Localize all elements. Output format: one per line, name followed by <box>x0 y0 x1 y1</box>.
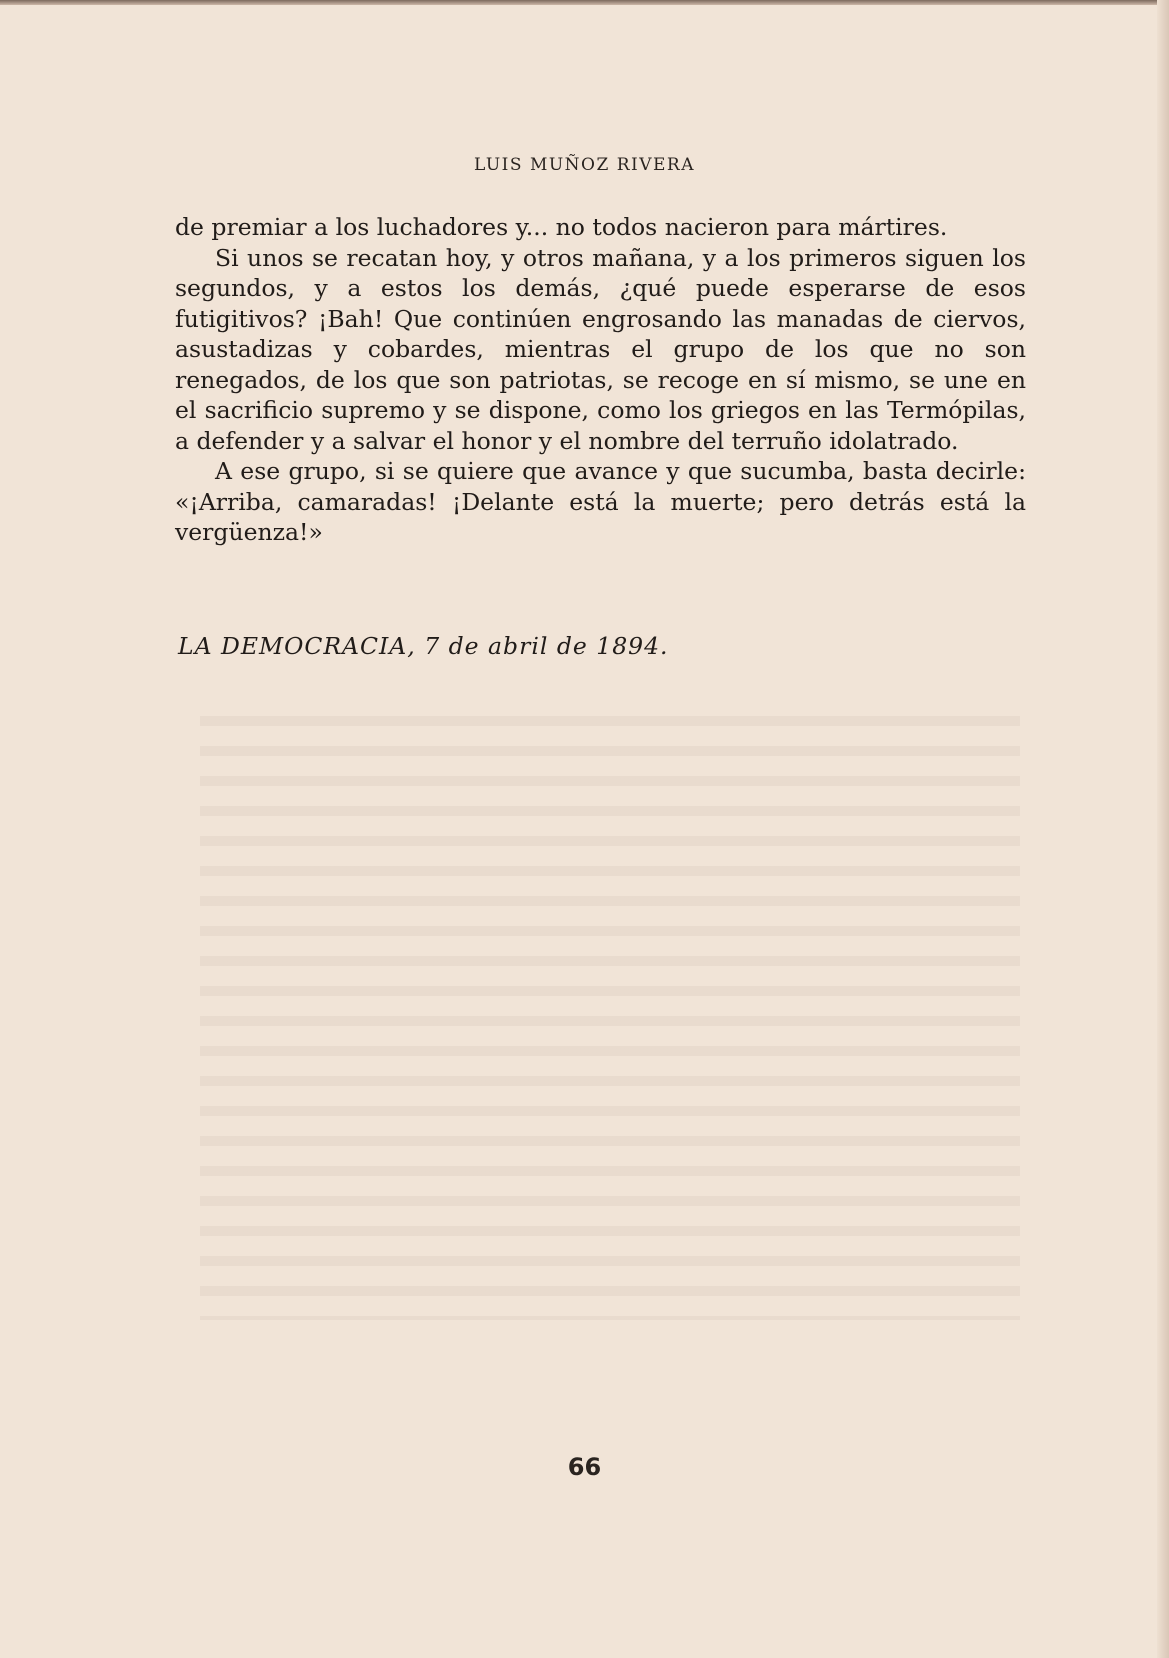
paragraph: A ese grupo, si se quiere que avance y que sucumba, basta decirle: «¡Arriba, camaradas! ¡Delante está la muerte; pero detrás está la vergüenza!» <box>175 457 1026 546</box>
page-right-edge <box>1157 0 1169 1658</box>
running-head: LUIS MUÑOZ RIVERA <box>474 155 695 175</box>
paragraph: Si unos se recatan hoy, y otros mañana, y a los primeros siguen los segundos, y a estos los demás, ¿qué puede esperarse de esos futigitivos? ¡Bah! Que continúen engrosando las manadas de ciervos, asustadizas y cobardes, mientras el grupo de los que no son renegados, de los que son patriotas, se recoge en sí mismo, se une en el sacrificio supremo y se dispone, como los griegos en las Termópilas, a defender y a salvar el honor y el nombre del terruño idolatrado. <box>175 243 1026 455</box>
body-text <box>175 212 1026 548</box>
page-number: 66 <box>567 1453 602 1481</box>
reverse-side-show-through <box>200 700 1020 1320</box>
page-top-edge <box>0 0 1169 5</box>
paragraph-continuation: de premiar a los luchadores y... no todos nacieron para mártires. <box>175 213 948 241</box>
source-citation: LA DEMOCRACIA, 7 de abril de 1894. <box>178 632 669 660</box>
